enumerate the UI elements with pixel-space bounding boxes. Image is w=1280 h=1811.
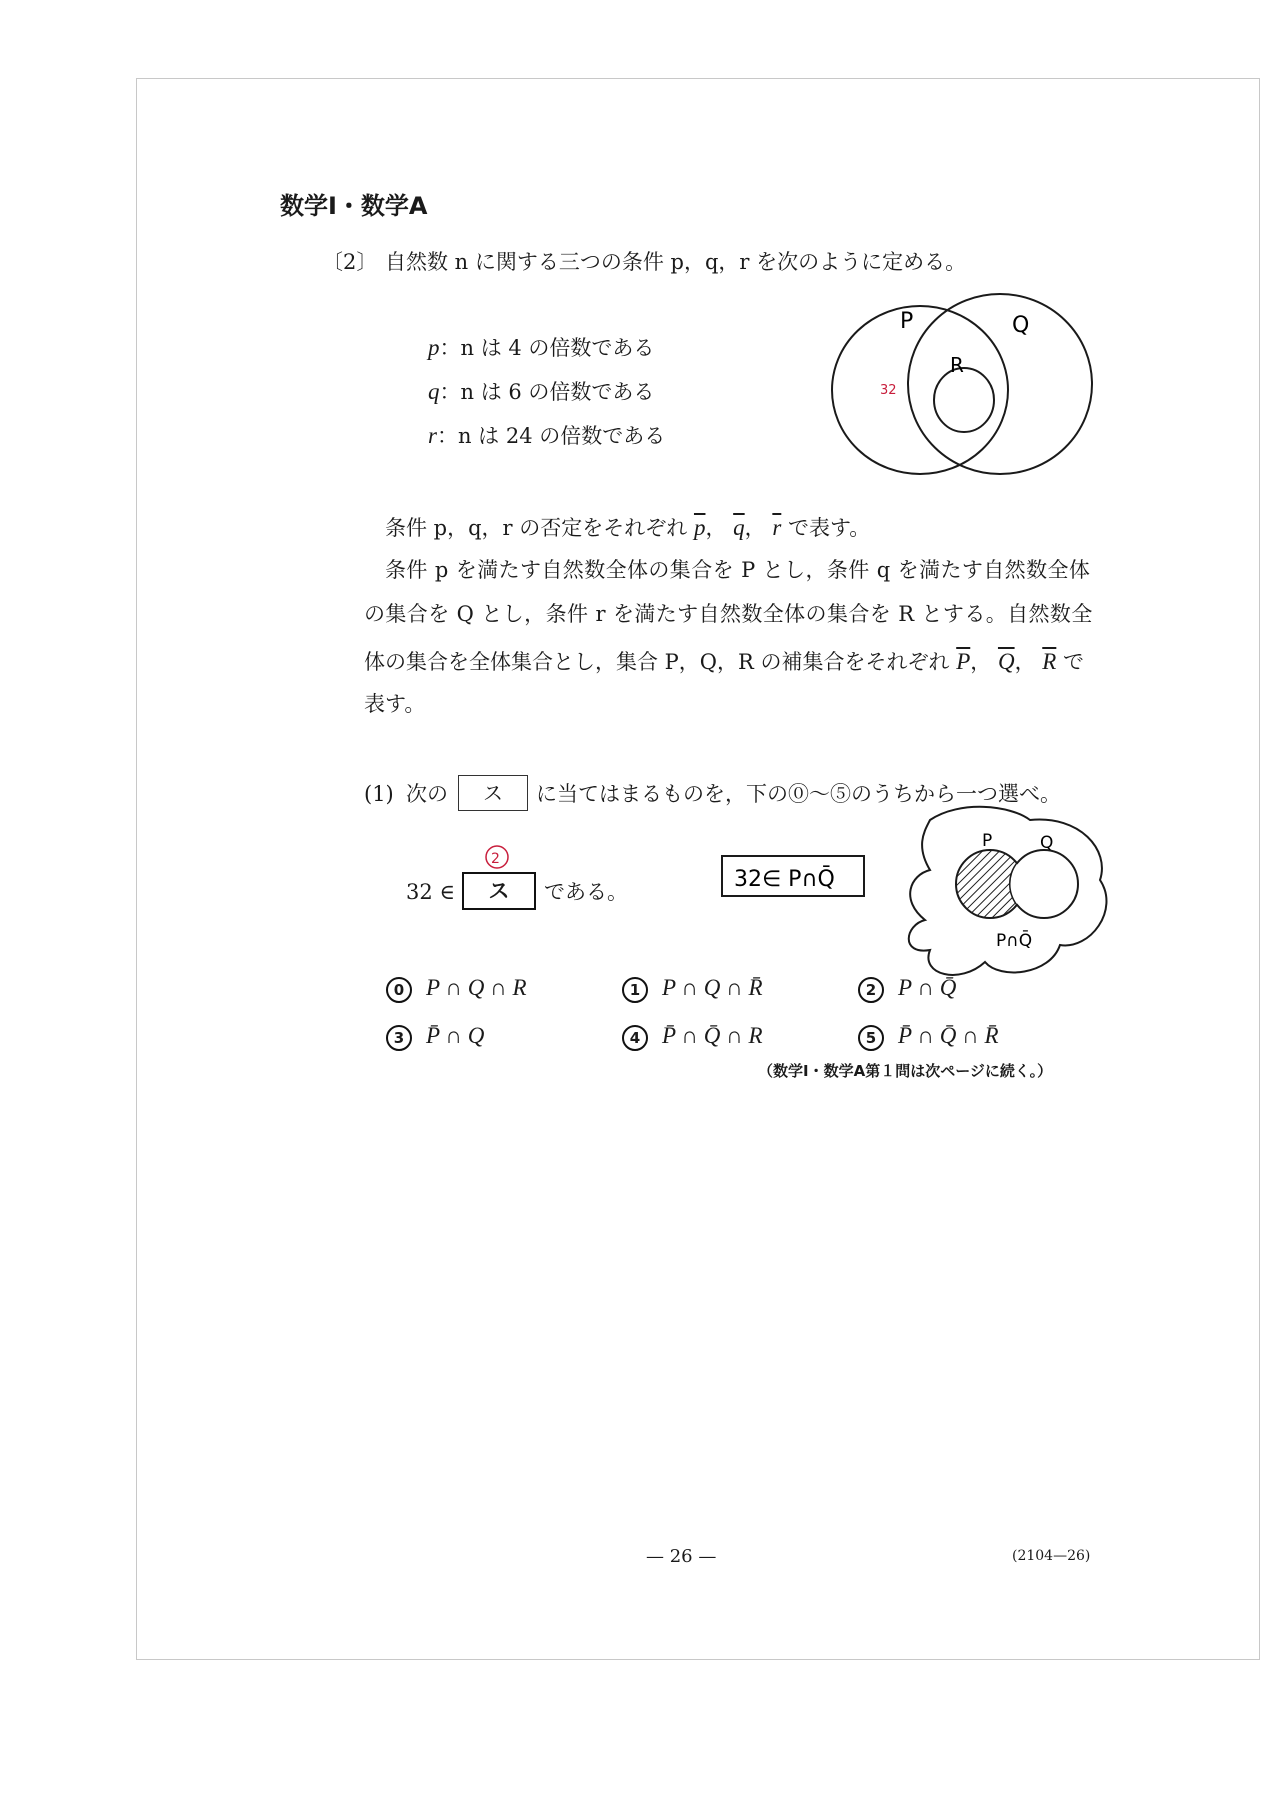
choice-number: 5: [858, 1025, 884, 1051]
choice-expr: P̄ ∩ Q: [426, 1023, 485, 1048]
negation-suffix: で表す。: [787, 516, 871, 540]
sub1-suffix: に当てはまるものを，下の⓪～⑤のうちから一つ選べ。: [536, 782, 1061, 806]
choice-expr: P ∩ Q ∩ R̄: [662, 975, 763, 1000]
negation-line: 条件 p，q，r の否定をそれぞれ $\overline{p}$， $\overline{q}$， $\overline{r}$ で表す。: [385, 515, 871, 540]
stmt-right: である。: [544, 880, 628, 904]
venn-circle-q: [908, 294, 1092, 474]
sub1-prefix: 次の: [406, 782, 448, 806]
venn-circle-p: [832, 306, 1008, 474]
choice-expr: P ∩ Q ∩ R: [426, 975, 527, 1000]
cond-text-p: ：n は 4 の倍数である: [439, 336, 655, 360]
cond-text-r: ：n は 24 の倍数である: [436, 424, 666, 448]
problem-intro: 自然数 n に関する三つの条件 p，q，r を次のように定める。: [385, 250, 967, 274]
cond-var-r: r: [428, 423, 437, 448]
negation-prefix: 条件 p，q，r の否定をそれぞれ: [385, 516, 688, 540]
comp-P: $\overline{P}$: [956, 649, 971, 674]
choice-number: 4: [622, 1025, 648, 1051]
stmt-left: 32 ∈: [406, 880, 455, 904]
cloud-label-p: P: [982, 831, 993, 851]
answer-circle-number: 2: [491, 851, 500, 867]
choice-expr: P̄ ∩ Q̄ ∩ R̄: [898, 1023, 999, 1048]
venn-label-r: R: [950, 353, 964, 377]
venn-diagram: [832, 294, 1092, 474]
cond-text-q: ：n は 6 の倍数である: [439, 380, 655, 404]
boxed-note-text: 32∈ P∩Q̄: [734, 867, 835, 892]
venn-label-q: Q: [1012, 313, 1030, 338]
sub1-label: (1): [364, 782, 394, 806]
choice-number: 2: [858, 977, 884, 1003]
venn-circle-r: [934, 368, 994, 432]
cloud-label-q: Q: [1040, 833, 1054, 853]
para-line-3: 体の集合を全体集合とし，集合 P，Q，R の補集合をそれぞれ $\overline{P}$， $\overline{Q}$， $\overline{R}$ で: [364, 649, 1085, 674]
blank-label: ス: [483, 781, 503, 805]
para-line-2: の集合を Q とし，条件 r を満たす自然数全体の集合を R とする。自然数全: [364, 602, 1093, 626]
para-line-3-text: 体の集合を全体集合とし，集合 P，Q，R の補集合をそれぞれ: [364, 650, 950, 674]
comp-R: $\overline{R}$: [1042, 649, 1057, 674]
choice-number: 0: [386, 977, 412, 1003]
comp-Q: $\overline{Q}$: [997, 649, 1015, 674]
choice-expr: P̄ ∩ Q̄ ∩ R: [662, 1023, 763, 1048]
choice-number: 1: [622, 977, 648, 1003]
choice-expr: P ∩ Q̄: [898, 975, 957, 1000]
cloud-caption: P∩Q̄: [996, 931, 1033, 951]
red-number-32: 32: [880, 383, 897, 398]
neg-p: $\overline{p}$: [693, 515, 706, 540]
neg-q: $\overline{q}$: [733, 515, 745, 540]
page-title: 数学Ⅰ・数学A: [280, 192, 428, 220]
cond-var-q: q: [428, 379, 440, 404]
venn-label-p: P: [900, 309, 914, 334]
exam-code: (2104—26): [1012, 1548, 1091, 1564]
para-line-4: 表す。: [364, 692, 426, 716]
page-number: — 26 —: [646, 1546, 717, 1567]
stmt-blank-label: ス: [488, 879, 510, 903]
cond-var-p: p: [428, 335, 440, 360]
problem-number: 〔2〕: [322, 250, 378, 274]
choice-number: 3: [386, 1025, 412, 1051]
para-tail: で: [1063, 650, 1085, 674]
para-line-1: 条件 p を満たす自然数全体の集合を P とし，条件 q を満たす自然数全体: [385, 558, 1091, 582]
neg-r: $\overline{r}$: [772, 515, 782, 540]
continue-note: （数学Ⅰ・数学A第１問は次ページに続く。）: [758, 1062, 1053, 1080]
